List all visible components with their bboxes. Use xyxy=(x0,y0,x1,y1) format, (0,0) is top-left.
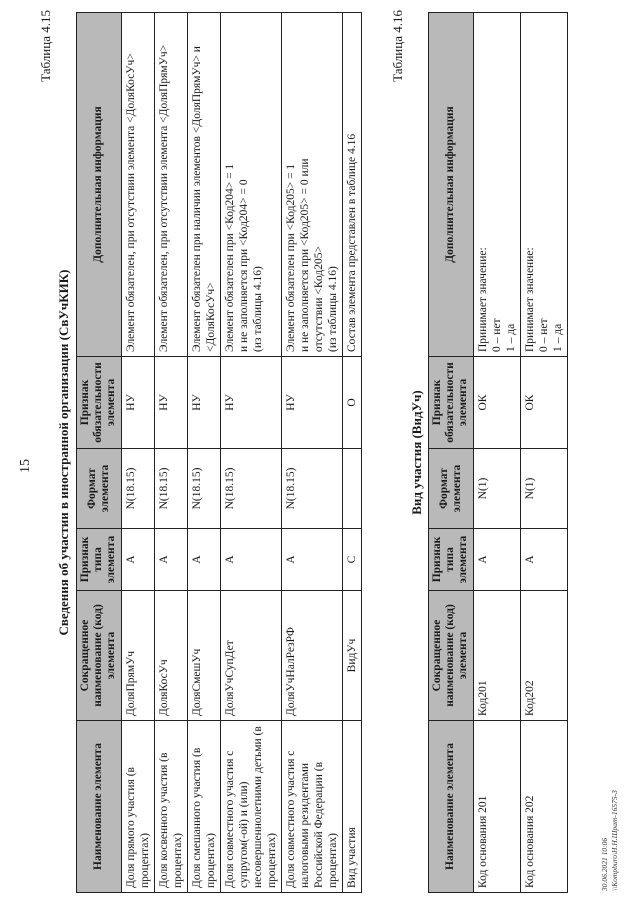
info-line: 1 – да xyxy=(504,323,517,352)
cell-name: Код основания 202 xyxy=(520,721,567,893)
column-header-code: Сокращенное наименование (код) элемента xyxy=(429,591,474,721)
cell-type: А xyxy=(473,529,520,591)
info-line: 1 – да xyxy=(551,323,564,352)
cell-format: N(18.15) xyxy=(154,449,187,529)
cell-format: N(1) xyxy=(520,449,567,529)
cell-code: ДоляУчНалРезРФ xyxy=(281,591,342,721)
cell-code: Код202 xyxy=(520,591,567,721)
table-row xyxy=(520,13,567,893)
cell-code: ДоляКосУч xyxy=(154,591,187,721)
footer-path: \\Kompburo\Н.Н.Шрат-16575-3 xyxy=(609,790,619,891)
info-line: Элемент обязателен при наличии элементов <ДоляПрямУч> и <ДоляКосУч> xyxy=(190,46,217,352)
cell-required: НУ xyxy=(281,357,342,449)
cell-name: Доля косвенного участия (в процентах) xyxy=(154,721,187,893)
column-header-type: Признак типа элемента xyxy=(77,529,122,591)
info-line: Элемент обязателен при <Код204> = 1 xyxy=(223,163,236,352)
cell-type: А xyxy=(187,529,220,591)
cell-format: N(18.15) xyxy=(121,449,154,529)
cell-info xyxy=(121,13,154,357)
column-header-required: Признак обязательности элемента xyxy=(429,357,474,449)
table-row xyxy=(154,13,187,893)
info-line: (из таблицы 4.16) xyxy=(251,266,264,352)
cell-info xyxy=(220,13,281,357)
cell-name: Доля совместного участия с супругом(-ой) и (или) несовершеннолетними детьми (в процентах) xyxy=(220,721,281,893)
table-row xyxy=(220,13,281,893)
cell-info xyxy=(520,13,567,357)
column-header-format: Формат элемента xyxy=(77,449,122,529)
cell-code: Код201 xyxy=(473,591,520,721)
footer-timestamp: 30.06.2021 10:06 xyxy=(600,837,609,891)
cell-type: А xyxy=(220,529,281,591)
cell-type: С xyxy=(342,529,361,591)
table-row xyxy=(342,13,361,893)
cell-type: А xyxy=(154,529,187,591)
info-line: Элемент обязателен при <Код205> = 1 xyxy=(284,163,297,352)
cell-code: ВидУч xyxy=(342,591,361,721)
cell-name: Доля смешанного участия (в процентах) xyxy=(187,721,220,893)
table-row xyxy=(473,13,520,893)
cell-required: ОК xyxy=(473,357,520,449)
cell-format: N(1) xyxy=(473,449,520,529)
table-row xyxy=(121,13,154,893)
info-line: (из таблицы 4.16) xyxy=(326,266,339,352)
page-number: 15 xyxy=(18,459,33,473)
table-415-caption: Таблица 4.15 xyxy=(38,10,53,82)
cell-type: А xyxy=(281,529,342,591)
cell-required: НУ xyxy=(154,357,187,449)
cell-info xyxy=(342,13,361,357)
cell-required: НУ xyxy=(187,357,220,449)
info-line: Элемент обязателен, при отсутствии элемента <ДоляКосУч> xyxy=(124,53,137,352)
cell-name: Вид участия xyxy=(342,721,361,893)
cell-name: Доля прямого участия (в процентах) xyxy=(121,721,154,893)
cell-format xyxy=(342,449,361,529)
cell-required: НУ xyxy=(220,357,281,449)
cell-type: А xyxy=(121,529,154,591)
cell-format: N(18.15) xyxy=(281,449,342,529)
column-header-type: Признак типа элемента xyxy=(429,529,474,591)
column-header-info: Дополнительная информация xyxy=(77,13,122,357)
cell-required: О xyxy=(342,357,361,449)
info-line: и не заполняется при <Код204> = 0 xyxy=(237,179,250,352)
table-416-caption: Таблица 4.16 xyxy=(390,10,405,82)
cell-code: ДоляСмешУч xyxy=(187,591,220,721)
cell-code: ДоляУчСупДет xyxy=(220,591,281,721)
table-416-header-row xyxy=(429,13,474,893)
info-line: 0 – нет xyxy=(490,318,503,352)
column-header-name: Наименование элемента xyxy=(429,721,474,893)
table-416-title: Вид участия (ВидУч) xyxy=(409,390,424,515)
table-415-title: Сведения об участии в иностранной организации (СвУчКИК) xyxy=(56,269,71,636)
cell-format: N(18.15) xyxy=(220,449,281,529)
cell-format: N(18.15) xyxy=(187,449,220,529)
column-header-required: Признак обязательности элемента xyxy=(77,357,122,449)
table-row xyxy=(187,13,220,893)
info-line: отсутствии <Код205> xyxy=(312,246,325,352)
info-line: Принимает значение: xyxy=(523,247,536,352)
cell-info xyxy=(473,13,520,357)
cell-required: НУ xyxy=(121,357,154,449)
info-line: и не заполняется при <Код205> = 0 или xyxy=(298,158,311,352)
cell-name: Доля совместного участия с налоговыми резидентами Российской Федерации (в процентах) xyxy=(281,721,342,893)
print-footer xyxy=(600,790,620,891)
table-416 xyxy=(428,12,568,893)
info-line: Состав элемента представлен в таблице 4.16 xyxy=(345,133,358,352)
info-line: Элемент обязателен, при отсутствии элемента <ДоляПрямУч> xyxy=(157,44,170,352)
column-header-format: Формат элемента xyxy=(429,449,474,529)
info-line: 0 – нет xyxy=(537,318,550,352)
table-415-header-row xyxy=(77,13,122,893)
column-header-info: Дополнительная информация xyxy=(429,13,474,357)
info-line: Принимает значение: xyxy=(476,247,489,352)
cell-info xyxy=(154,13,187,357)
table-415 xyxy=(76,12,362,893)
cell-required: ОК xyxy=(520,357,567,449)
column-header-name: Наименование элемента xyxy=(77,721,122,893)
cell-code: ДоляПрямУч xyxy=(121,591,154,721)
cell-info xyxy=(187,13,220,357)
cell-type: А xyxy=(520,529,567,591)
column-header-code: Сокращенное наименование (код) элемента xyxy=(77,591,122,721)
cell-info xyxy=(281,13,342,357)
cell-name: Код основания 201 xyxy=(473,721,520,893)
table-row xyxy=(281,13,342,893)
